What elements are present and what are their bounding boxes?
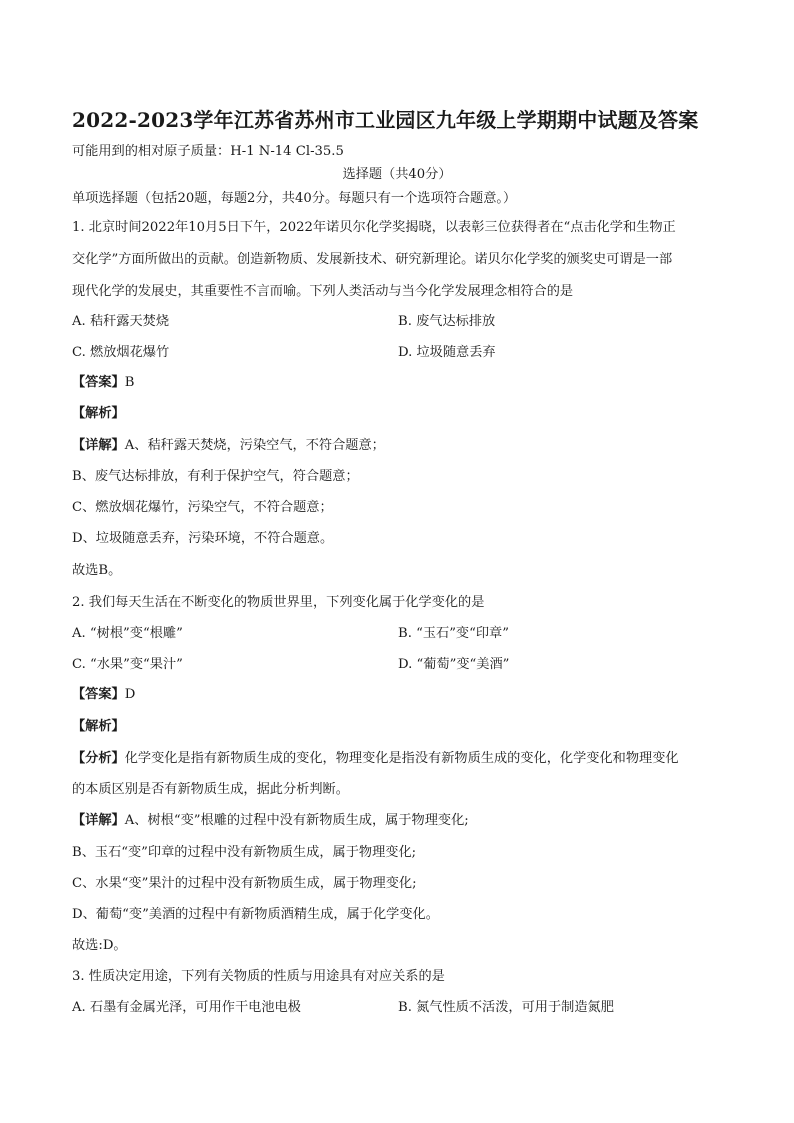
q3-option-a: A. 石墨有金属光泽，可用作干电池电极 [72, 1000, 301, 1015]
answer-tag: 【答案】 [72, 687, 125, 702]
q1-analysis-tag: 【解析】 [72, 406, 125, 421]
q2-detail-line-4: D、葡萄“变”美酒的过程中有新物质酒精生成，属于化学变化。 [72, 907, 439, 922]
q2-detail-line-1 [72, 811, 752, 831]
q1-detail-line-4: D、垃圾随意丢弃，污染环境，不符合题意。 [72, 531, 334, 546]
q1-option-c: C. 燃放烟花爆竹 [72, 345, 170, 360]
atomic-masses: 可能用到的相对原子质量：H-1 N-14 Cl-35.5 [72, 144, 344, 159]
q2-option-c: C. “水果”变“果汁” [72, 657, 183, 672]
answer-tag: 【答案】 [72, 375, 125, 390]
detail-text: A、秸秆露天焚烧，污染空气，不符合题意； [124, 438, 385, 453]
detail-tag: 【详解】 [72, 813, 125, 828]
detail-text: A、树根“变”根雕的过程中没有新物质生成，属于物理变化; [124, 813, 469, 828]
q3-option-b: B. 氮气性质不活泼，可用于制造氮肥 [398, 1000, 614, 1015]
q2-detail-line-2: B、玉石“变”印章的过程中没有新物质生成，属于物理变化; [72, 845, 417, 860]
q2-detail-line-3: C、水果“变”果汁的过程中没有新物质生成，属于物理变化; [72, 876, 417, 891]
q1-option-d: D. 垃圾随意丢弃 [398, 345, 496, 360]
q1-conclusion: 故选B。 [72, 563, 122, 578]
q2-analysis-line-2: 的本质区别是否有新物质生成，据此分析判断。 [72, 782, 349, 797]
q2-option-a: A. “树根”变“根雕” [72, 626, 183, 641]
q1-detail-line-3: C、燃放烟花爆竹，污染空气，不符合题意； [72, 500, 333, 515]
q1-option-b: B. 废气达标排放 [398, 314, 496, 329]
q2-option-d: D. “葡萄”变“美酒” [398, 657, 510, 672]
q1-stem-line-3: 现代化学的发展史，其重要性不言而喻。下列人类活动与当今化学发展理念相符合的是 [72, 284, 574, 299]
section-instruction: 单项选择题（包括20题，每题2分，共40分。每题只有一个选项符合题意。） [72, 191, 517, 206]
q1-stem-line-1: 1. 北京时间2022年10月5日下午，2022年诺贝尔化学奖揭晓，以表彰三位获得者在“点击化学和生物正 [72, 220, 676, 235]
q2-analysis-tag: 【解析】 [72, 719, 125, 734]
q2-conclusion: 故选:D。 [72, 938, 127, 953]
detail-tag: 【详解】 [72, 438, 125, 453]
q1-detail-line-1 [72, 436, 752, 456]
page-title: 2022-2023学年江苏省苏州市工业园区九年级上学期期中试题及答案 [72, 108, 699, 132]
section-title: 选择题（共40分） [342, 167, 452, 182]
q1-option-a: A. 秸秆露天焚烧 [72, 314, 170, 329]
q2-answer [72, 685, 752, 705]
q1-answer [72, 373, 752, 393]
q1-detail-line-2: B、废气达标排放，有利于保护空气，符合题意； [72, 469, 359, 484]
q1-stem-line-2: 交化学”方面所做出的贡献。创造新物质、发展新技术、研究新理论。诺贝尔化学奖的颁奖史可谓是一部 [72, 252, 673, 267]
q2-option-b: B. “玉石”变“印章” [398, 626, 509, 641]
q2-analysis-line-1 [72, 749, 752, 769]
q3-stem: 3. 性质决定用途，下列有关物质的性质与用途具有对应关系的是 [72, 969, 445, 984]
analysis-label: 【分析】 [72, 751, 125, 766]
answer-value: B [124, 375, 135, 390]
analysis-text: 化学变化是指有新物质生成的变化，物理变化是指没有新物质生成的变化，化学变化和物理变化 [124, 751, 679, 766]
answer-value: D [124, 687, 136, 702]
q2-stem: 2. 我们每天生活在不断变化的物质世界里，下列变化属于化学变化的是 [72, 595, 485, 610]
